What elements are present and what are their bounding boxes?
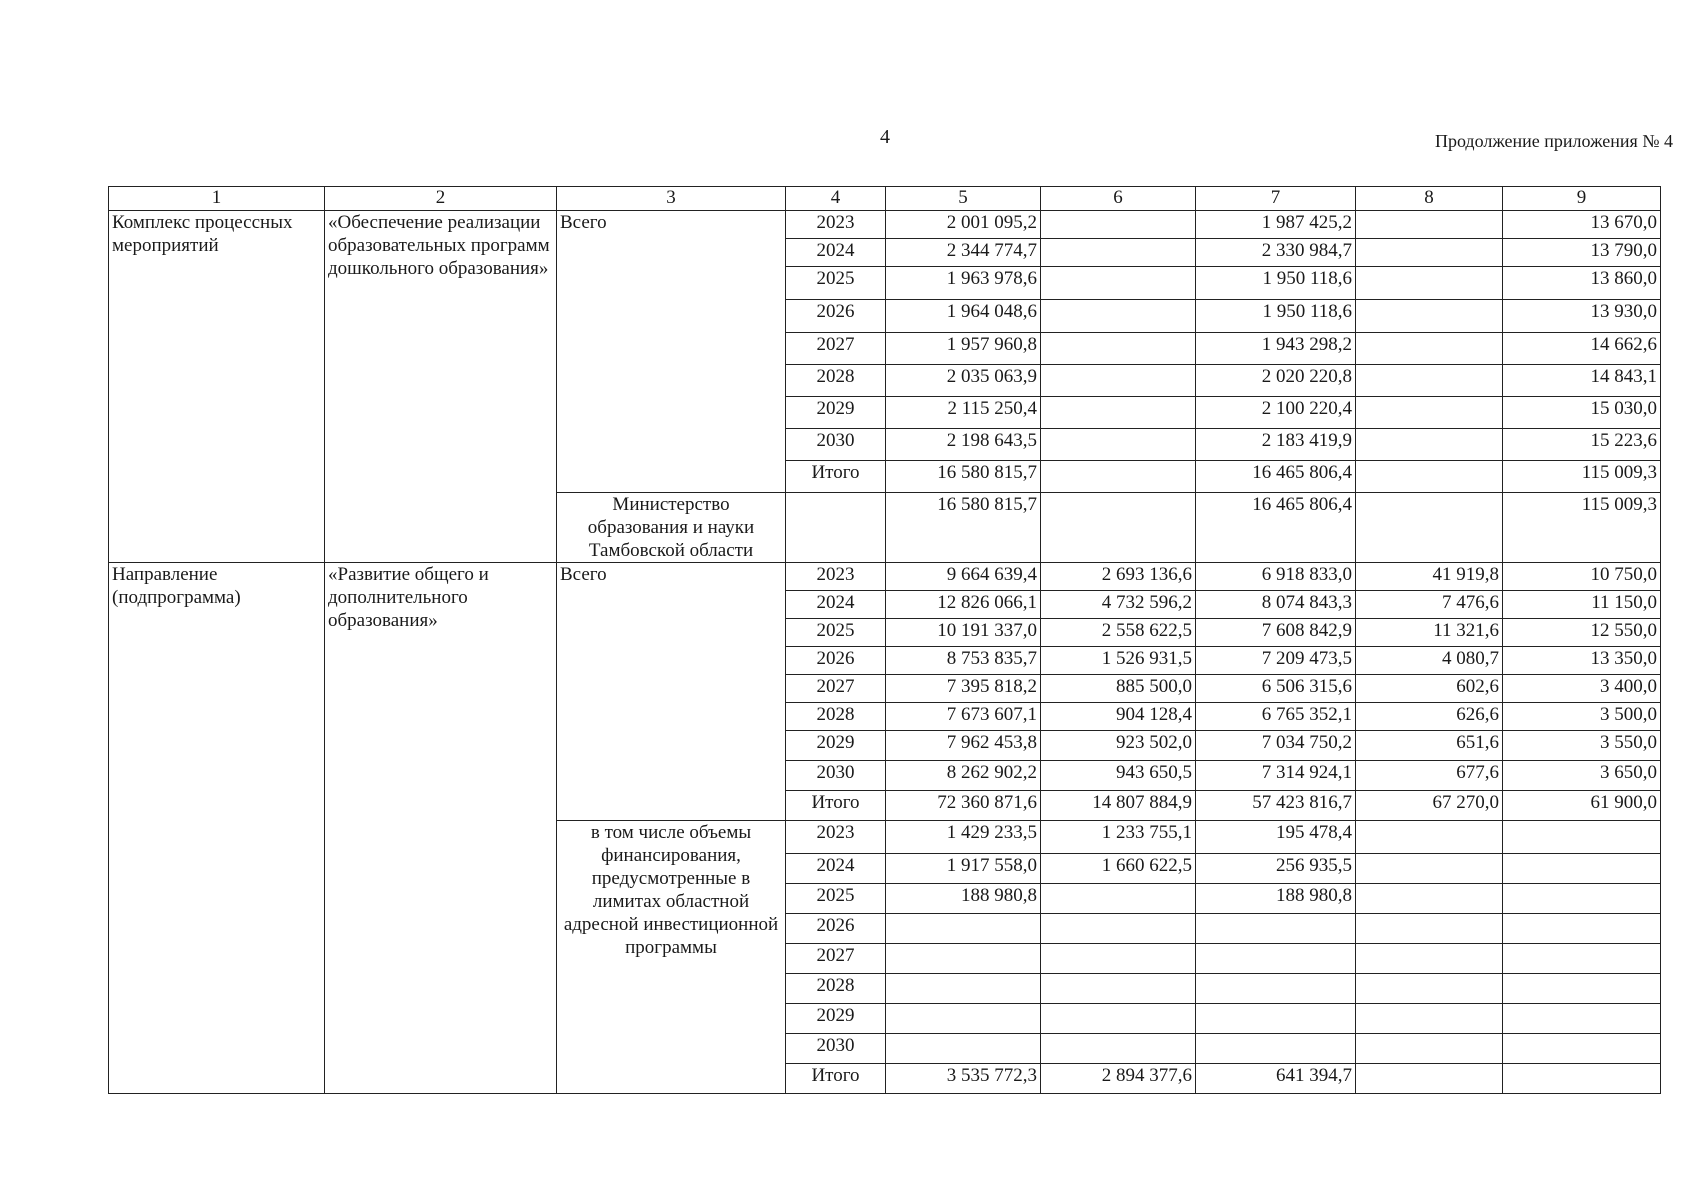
value-cell [1356, 974, 1503, 1004]
value-cell: 7 476,6 [1356, 591, 1503, 619]
value-cell [886, 944, 1041, 974]
value-cell: 3 535 772,3 [886, 1064, 1041, 1094]
value-cell: 2 001 095,2 [886, 211, 1041, 239]
value-cell [1041, 914, 1196, 944]
value-cell: 1 950 118,6 [1196, 300, 1356, 333]
value-cell: 10 191 337,0 [886, 619, 1041, 647]
year-cell: 2023 [786, 211, 886, 239]
year-cell: 2030 [786, 429, 886, 461]
value-cell: 2 894 377,6 [1041, 1064, 1196, 1094]
value-cell [1041, 239, 1196, 267]
year-cell: 2028 [786, 703, 886, 731]
year-cell: 2029 [786, 397, 886, 429]
value-cell: 641 394,7 [1196, 1064, 1356, 1094]
column-header: 9 [1503, 187, 1661, 211]
value-cell: 15 223,6 [1503, 429, 1661, 461]
value-cell [886, 1004, 1041, 1034]
value-cell: 57 423 816,7 [1196, 791, 1356, 821]
value-cell [1356, 854, 1503, 884]
year-cell: 2028 [786, 365, 886, 397]
section1-type: Комплекс процессных мероприятий [109, 211, 325, 563]
year-cell: 2024 [786, 239, 886, 267]
year-cell: 2030 [786, 761, 886, 791]
value-cell: 7 962 453,8 [886, 731, 1041, 761]
value-cell [1041, 884, 1196, 914]
value-cell: 7 673 607,1 [886, 703, 1041, 731]
column-header: 3 [557, 187, 786, 211]
value-cell: 923 502,0 [1041, 731, 1196, 761]
table-row [109, 211, 1661, 239]
value-cell: 61 900,0 [1503, 791, 1661, 821]
value-cell: 2 115 250,4 [886, 397, 1041, 429]
column-header: 6 [1041, 187, 1196, 211]
value-cell: 115 009,3 [1503, 461, 1661, 493]
value-cell: 7 314 924,1 [1196, 761, 1356, 791]
value-cell: 4 080,7 [1356, 647, 1503, 675]
value-cell: 16 465 806,4 [1196, 493, 1356, 563]
value-cell: 651,6 [1356, 731, 1503, 761]
year-cell: 2026 [786, 914, 886, 944]
value-cell [1196, 1004, 1356, 1034]
value-cell: 195 478,4 [1196, 821, 1356, 854]
value-cell: 626,6 [1356, 703, 1503, 731]
value-cell: 13 860,0 [1503, 267, 1661, 300]
value-cell: 188 980,8 [1196, 884, 1356, 914]
value-cell [1503, 914, 1661, 944]
value-cell: 2 693 136,6 [1041, 563, 1196, 591]
section1-name: «Обеспечение реализации образовательных программ дошкольного образования» [325, 211, 557, 563]
value-cell: 7 034 750,2 [1196, 731, 1356, 761]
value-cell: 14 807 884,9 [1041, 791, 1196, 821]
column-header: 2 [325, 187, 557, 211]
value-cell: 2 020 220,8 [1196, 365, 1356, 397]
value-cell: 1 987 425,2 [1196, 211, 1356, 239]
value-cell: 16 580 815,7 [886, 493, 1041, 563]
value-cell [1356, 1034, 1503, 1064]
year-cell [786, 493, 886, 563]
value-cell: 3 500,0 [1503, 703, 1661, 731]
value-cell: 4 732 596,2 [1041, 591, 1196, 619]
value-cell: 13 790,0 [1503, 239, 1661, 267]
value-cell: 8 074 843,3 [1196, 591, 1356, 619]
column-header: 4 [786, 187, 886, 211]
value-cell [1041, 267, 1196, 300]
value-cell [1503, 944, 1661, 974]
value-cell: 904 128,4 [1041, 703, 1196, 731]
year-cell: 2027 [786, 333, 886, 365]
value-cell [1356, 1064, 1503, 1094]
value-cell: 72 360 871,6 [886, 791, 1041, 821]
value-cell: 7 395 818,2 [886, 675, 1041, 703]
value-cell [1041, 333, 1196, 365]
value-cell [1503, 1004, 1661, 1034]
value-cell: 12 550,0 [1503, 619, 1661, 647]
value-cell [1356, 884, 1503, 914]
value-cell: 1 957 960,8 [886, 333, 1041, 365]
value-cell [1196, 914, 1356, 944]
value-cell [1356, 429, 1503, 461]
value-cell: 677,6 [1356, 761, 1503, 791]
value-cell: 1 943 298,2 [1196, 333, 1356, 365]
year-cell: 2027 [786, 944, 886, 974]
value-cell [1041, 429, 1196, 461]
value-cell: 885 500,0 [1041, 675, 1196, 703]
value-cell: 16 580 815,7 [886, 461, 1041, 493]
column-header: 8 [1356, 187, 1503, 211]
value-cell [886, 974, 1041, 1004]
value-cell [1356, 914, 1503, 944]
value-cell [1503, 884, 1661, 914]
value-cell: 6 506 315,6 [1196, 675, 1356, 703]
value-cell [1503, 974, 1661, 1004]
value-cell: 7 608 842,9 [1196, 619, 1356, 647]
year-cell: 2025 [786, 619, 886, 647]
value-cell [886, 1034, 1041, 1064]
value-cell: 1 526 931,5 [1041, 647, 1196, 675]
value-cell: 1 660 622,5 [1041, 854, 1196, 884]
appendix-note: Продолжение приложения № 4 [1434, 131, 1673, 151]
value-cell: 12 826 066,1 [886, 591, 1041, 619]
value-cell [1041, 974, 1196, 1004]
value-cell [1356, 397, 1503, 429]
column-header: 1 [109, 187, 325, 211]
value-cell [1503, 1064, 1661, 1094]
value-cell: 41 919,8 [1356, 563, 1503, 591]
value-cell [1356, 239, 1503, 267]
investment-label: в том числе объемы финансирования, предусмотренные в лимитах областной адресной инвестиционной программы [557, 821, 786, 1094]
value-cell [1356, 821, 1503, 854]
value-cell: 3 550,0 [1503, 731, 1661, 761]
year-cell: 2023 [786, 821, 886, 854]
value-cell: 6 765 352,1 [1196, 703, 1356, 731]
section1-source-total: Всего [557, 211, 786, 493]
year-cell: 2029 [786, 1004, 886, 1034]
value-cell: 15 030,0 [1503, 397, 1661, 429]
value-cell: 1 963 978,6 [886, 267, 1041, 300]
value-cell: 3 400,0 [1503, 675, 1661, 703]
value-cell [1356, 365, 1503, 397]
value-cell: 256 935,5 [1196, 854, 1356, 884]
year-cell: 2023 [786, 563, 886, 591]
year-cell: Итого [786, 461, 886, 493]
value-cell: 115 009,3 [1503, 493, 1661, 563]
value-cell [1356, 211, 1503, 239]
year-cell: 2029 [786, 731, 886, 761]
value-cell: 16 465 806,4 [1196, 461, 1356, 493]
year-cell: 2028 [786, 974, 886, 1004]
value-cell: 1 950 118,6 [1196, 267, 1356, 300]
value-cell [1356, 493, 1503, 563]
value-cell: 3 650,0 [1503, 761, 1661, 791]
value-cell: 2 035 063,9 [886, 365, 1041, 397]
value-cell [1041, 493, 1196, 563]
value-cell [1503, 1034, 1661, 1064]
section2-source-total: Всего [557, 563, 786, 821]
value-cell [1041, 461, 1196, 493]
value-cell: 1 429 233,5 [886, 821, 1041, 854]
value-cell [1196, 1034, 1356, 1064]
value-cell: 13 930,0 [1503, 300, 1661, 333]
value-cell: 2 558 622,5 [1041, 619, 1196, 647]
year-cell: 2024 [786, 591, 886, 619]
value-cell [1356, 333, 1503, 365]
value-cell [1503, 854, 1661, 884]
value-cell [1356, 267, 1503, 300]
value-cell: 8 753 835,7 [886, 647, 1041, 675]
section2-type: Направление (подпрограмма) [109, 563, 325, 1094]
year-cell: 2025 [786, 267, 886, 300]
value-cell: 6 918 833,0 [1196, 563, 1356, 591]
value-cell: 14 843,1 [1503, 365, 1661, 397]
column-header: 7 [1196, 187, 1356, 211]
value-cell: 2 330 984,7 [1196, 239, 1356, 267]
year-cell: 2026 [786, 300, 886, 333]
value-cell: 7 209 473,5 [1196, 647, 1356, 675]
value-cell: 67 270,0 [1356, 791, 1503, 821]
value-cell: 10 750,0 [1503, 563, 1661, 591]
value-cell [1503, 821, 1661, 854]
year-cell: Итого [786, 791, 886, 821]
section2-name: «Развитие общего и дополнительного образования» [325, 563, 557, 1094]
value-cell [1356, 1004, 1503, 1034]
value-cell: 13 350,0 [1503, 647, 1661, 675]
value-cell [1041, 211, 1196, 239]
ministry-label: Министерство образования и науки Тамбовской области [557, 493, 786, 563]
year-cell: 2027 [786, 675, 886, 703]
value-cell [1041, 397, 1196, 429]
value-cell [1356, 461, 1503, 493]
year-cell: 2026 [786, 647, 886, 675]
value-cell [1356, 944, 1503, 974]
value-cell [1041, 1004, 1196, 1034]
value-cell [1196, 944, 1356, 974]
value-cell: 943 650,5 [1041, 761, 1196, 791]
value-cell: 2 198 643,5 [886, 429, 1041, 461]
value-cell: 2 183 419,9 [1196, 429, 1356, 461]
page-number: 4 [880, 126, 890, 148]
value-cell [886, 914, 1041, 944]
table-row [109, 563, 1661, 591]
value-cell [1356, 300, 1503, 333]
value-cell [1196, 974, 1356, 1004]
value-cell: 11 321,6 [1356, 619, 1503, 647]
value-cell: 1 917 558,0 [886, 854, 1041, 884]
value-cell: 14 662,6 [1503, 333, 1661, 365]
value-cell [1041, 944, 1196, 974]
value-cell: 1 233 755,1 [1041, 821, 1196, 854]
value-cell: 11 150,0 [1503, 591, 1661, 619]
value-cell: 602,6 [1356, 675, 1503, 703]
value-cell: 1 964 048,6 [886, 300, 1041, 333]
year-cell: 2024 [786, 854, 886, 884]
value-cell: 8 262 902,2 [886, 761, 1041, 791]
year-cell: 2030 [786, 1034, 886, 1064]
value-cell: 9 664 639,4 [886, 563, 1041, 591]
value-cell [1041, 365, 1196, 397]
value-cell [1041, 1034, 1196, 1064]
value-cell [1041, 300, 1196, 333]
value-cell: 13 670,0 [1503, 211, 1661, 239]
column-header: 5 [886, 187, 1041, 211]
value-cell: 188 980,8 [886, 884, 1041, 914]
year-cell: 2025 [786, 884, 886, 914]
financing-table [108, 186, 1661, 1094]
value-cell: 2 100 220,4 [1196, 397, 1356, 429]
value-cell: 2 344 774,7 [886, 239, 1041, 267]
header-row [109, 187, 1661, 211]
year-cell: Итого [786, 1064, 886, 1094]
